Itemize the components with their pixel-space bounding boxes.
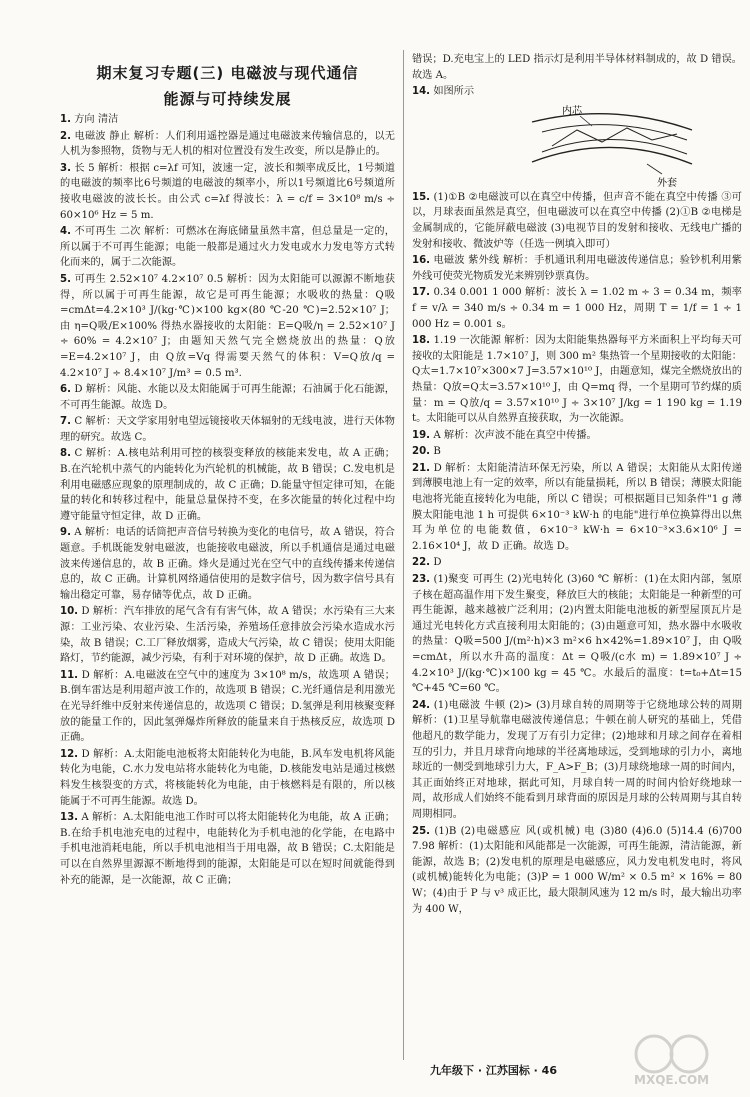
answer-item xyxy=(412,52,742,83)
answer-number: 7. xyxy=(60,416,71,428)
left-answer-list xyxy=(60,112,395,889)
column-divider xyxy=(403,50,404,1060)
answer-number: 2. xyxy=(60,130,71,142)
answer-text: D 解析：A.太阳能电池板将太阳能转化为电能，B.风车发电机将风能转化为电能，C.水力发电站将水能转化为电能，D.核能发电站是通过核燃料发生核裂变的方式，将核能转化为电能，由于核燃料是有限的，所以核能属于不可再生能源。故选 D。 xyxy=(60,748,395,807)
answer-item xyxy=(60,382,395,413)
answer-text: D 解析：风能、水能以及太阳能属于可再生能源；石油属于化石能源，不可再生能源。故选 D。 xyxy=(60,384,395,411)
answer-number: 13. xyxy=(60,812,79,824)
answer-item xyxy=(412,190,742,252)
answer-number: 4. xyxy=(60,226,71,238)
answer-number: 15. xyxy=(412,191,431,203)
answer-number: 9. xyxy=(60,527,71,539)
answer-text: D 解析：A.电磁波在空气中的速度为 3×10⁸ m/s，故选项 A 错误；B.倒车雷达是利用超声波工作的，故选项 B 错误；C.光纤通信是利用激光在光导纤维中反射来传递信息的，故选项 C 错误；D.氢弹是利用核聚变释放的能量工作的，因此氢弹爆炸所释放的能量来自于热核反应，故选项 D 正确。 xyxy=(60,669,395,744)
title-line-2: 能源与可持续发展 xyxy=(163,90,292,108)
answer-number: 1. xyxy=(60,114,71,125)
answer-text: A 解析：次声波不能在真空中传播。 xyxy=(433,429,597,441)
answer-text: A 解析：电话的话筒把声音信号转换为变化的电信号，故 A 错误，符合题意。手机既能发射电磁波，也能接收电磁波，所以手机通信是通过电磁波来传递信息的，故 B 正确。烽火是通过光在空气中的直线传播来传递信息的，故 C 正确。计算机网络通信使用的是数字信号，因为数字信号具有输出稳定可靠，易存储等优点，故 D 正确。 xyxy=(60,527,395,601)
answer-item xyxy=(412,428,742,444)
answer-text: 方向 清洁 xyxy=(74,114,119,125)
answer-item xyxy=(60,414,395,445)
answer-number: 19. xyxy=(412,429,431,441)
watermark-text: MXQE.COM xyxy=(634,1073,710,1087)
answer-number: 21. xyxy=(412,462,431,474)
answer-text: 不可再生 二次 解析：可燃冰在海底储量虽然丰富，但总量是一定的，所以属于不可再生能源；电能一般都是通过火力发电或水力发电等方式转化而来的，属于二次能源。 xyxy=(60,226,395,269)
answer-text: 0.34 0.001 1 000 解析：波长 λ = 1.02 m ÷ 3 = 0.34 m，频率 f = v/λ = 340 m/s ÷ 0.34 m = 1 000 Hz，周期 T = 1/f = 1 ÷ 1 000 Hz = 0.001 s。 xyxy=(412,287,742,330)
answer-item xyxy=(412,444,742,460)
answer-item xyxy=(60,129,395,160)
answer-number: 25. xyxy=(412,825,431,837)
answer-item xyxy=(412,572,742,697)
answer-text: 长 5 解析：根据 c=λf 可知，波速一定，波长和频率成反比，1号频道的电磁波的频率比6号频道的电磁波的频率小，所以1号频道比6号频道所接收电磁波的波长长。由公式 c=λf 得波长：λ = c/f = 3×10⁸ m/s ÷ 60×10⁶ Hz = 5 m. xyxy=(60,162,395,221)
answer-number: 22. xyxy=(412,557,431,569)
answer-text: (1)聚变 可再生 (2)光电转化 (3)60 ℃ 解析：(1)在太阳内部，氢原子核在超高温作用下发生聚变，释放巨大的核能；太阳能是一种新型的可再生能源，越来越被广泛利用；(2)内置太阳能电池板的新型屋顶瓦片是通过光电转化方式直接利用太阳能的；(3)由题意可知，热水器中水吸收的热量：Q吸=500 J/(m²·h)×3 m²×6 h×42%=1.89×10⁷ J，由 Q吸=cmΔt，所以水升高的温度：Δt = Q吸/(c水 m) = 1.89×10⁷ J ÷ 4.2×10³ J/(kg·℃)×100 kg = 45 ℃。水最后的温度：t=t₀+Δt=15 ℃+45 ℃=60 ℃。 xyxy=(412,574,742,695)
answer-item xyxy=(60,525,395,603)
answer-item xyxy=(60,668,395,746)
answer-item xyxy=(412,285,742,332)
answer-text: D xyxy=(433,557,442,569)
answer-item xyxy=(412,555,742,571)
answer-number: 8. xyxy=(60,448,71,460)
answer-number: 18. xyxy=(412,335,431,347)
answer-item xyxy=(60,747,395,809)
answer-text: B xyxy=(433,446,441,458)
answer-text: C 解析：A.核电站利用可控的核裂变释放的核能来发电，故 A 正确；B.在汽轮机中蒸气的内能转化为汽轮机的机械能，故 B 错误；C.发电机是利用电磁感应现象的原理制成的，故 C 正确；D.能量守恒定律可知，在能量的转化和转移过程中，能量总量保持不变，在多次能量的转化过程中均遵守能量守恒定律，故 D 正确。 xyxy=(60,448,395,522)
answer-text: 如图所示 xyxy=(433,86,475,98)
inner-core-label: 内芯 xyxy=(562,105,582,117)
answer-text: 电磁波 静止 解析：人们利用遥控器是通过电磁波来传输信息的，以无人机为参照物，货物与无人机的相对位置没有发生改变，所以是静止的。 xyxy=(60,130,395,158)
answer-item xyxy=(412,333,742,427)
answer-number: 23. xyxy=(412,574,431,586)
answer-number: 5. xyxy=(60,273,71,285)
title-line-1: 期末复习专题(三) 电磁波与现代通信 xyxy=(96,64,359,82)
answer-text: 错误；D.充电宝上的 LED 指示灯是利用半导体材料制成的，故 D 错误。故选 A。 xyxy=(412,54,742,81)
answer-number: 16. xyxy=(412,255,431,267)
answer-number: 12. xyxy=(60,748,79,760)
answer-item xyxy=(412,253,742,284)
answer-item xyxy=(412,824,742,918)
answer-item xyxy=(60,161,395,223)
answer-text: (1)B (2)电磁感应 风(或机械) 电 (3)80 (4)6.0 (5)14.4 (6)700 7.98 解析：(1)太阳能和风能都是一次能源，可再生能源，清洁能源，新能源，故选 B；(2)发电机的原理是电磁感应，风力发电机发电时，将风(或机械)能转化为电能；(3)P = 1 000 W/m² × 0.5 m² × 16% = 80 W；(4)由于 P 与 v³ 成正比，最大限制风速为 12 m/s 时，最大输出功率为 400 W， xyxy=(412,825,742,915)
answer-text: 1.19 一次能源 解析：因为太阳能集热器每平方米面积上平均每天可接收的太阳能是 1.7×10⁷ J，则 300 m² 集热管一个星期接收的太阳能：Q太=1.7×10⁷×300×7 J=3.57×10¹⁰ J，由题意知，煤完全燃烧放出的热量：Q放=Q太=3.57×10¹⁰ J，由 Q=mq 得，一个星期可节约煤的质量：m = Q放/q = 3.57×10¹⁰ J ÷ 3×10⁷ J/kg = 1 190 kg = 1.19 t。太阳能可以从自然界直接获取，为一次能源。 xyxy=(412,335,743,425)
watermark-logo xyxy=(624,1029,744,1089)
answer-text: C 解析：天文学家用射电望远镜接收天体辐射的无线电波，进行天体物理的研究。故选 C。 xyxy=(60,416,395,443)
answer-text: D 解析：汽车排放的尾气含有有害气体，故 A 错误；水污染有三大来源：工业污染、农业污染、生活污染，养殖场任意排放会污染水造成水污染，故 B 错误；C.工厂释放烟雾，造成大气污染，故 C 错误；使用太阳能路灯，节约能源，减少污染，有利于对环境的保护，故 D 正确。故选 D。 xyxy=(60,606,395,665)
answer-number: 24. xyxy=(412,699,431,711)
answer-text: 电磁波 紫外线 解析：手机通讯利用电磁波传递信息；验钞机利用紫外线可使荧光物质发光来辨别钞票真伪。 xyxy=(412,255,742,282)
answer-text: D 解析：太阳能清洁环保无污染，所以 A 错误；太阳能从太阳传递到薄膜电池上有一定的效率，所以有能量损耗，所以 B 错误；薄膜太阳能电池将光能直接转化为电能，所以 C 错误；可根据题目已知条件"1 g 薄膜太阳能电池 1 h 可提供 6×10⁻³ kW·h 的电能"进行单位换算得出以焦耳为单位的电能数值，6×10⁻³ kW·h = 6×10⁻³×3.6×10⁶ J = 2.16×10⁴ J，故 D 正确。故选 D。 xyxy=(412,462,742,552)
answer-number: 3. xyxy=(60,162,71,174)
optical-fiber-diagram xyxy=(412,102,742,188)
answer-item xyxy=(60,446,395,524)
answer-text: (1)电磁波 牛顿 (2)> (3)月球自转的周期等于它绕地球公转的周期 解析：(1)卫星导航靠电磁波传递信息；牛顿在前人研究的基础上，凭借他超凡的数学能力，发现了万有引力定律；(2)地球和月球之间存在着相互的引力，并且月球背向地球的半径离地球远，受到地球的引力小，离地球近的一侧受到地球引力大，F_A>F_B；(3)月球绕地球一周的时间内，其正面始终正对地球，据此可知，月球自转一周的时间内恰好绕地球一周，故形成人们始终不能看到月球背面的原因是月球的公转周期与其自转周期相同。 xyxy=(412,699,742,820)
answer-item xyxy=(412,84,742,100)
answer-item xyxy=(412,698,742,823)
answer-item xyxy=(60,224,395,271)
answer-item xyxy=(412,461,742,555)
answer-number: 11. xyxy=(60,669,79,681)
outer-sheath-label: 外套 xyxy=(657,177,677,188)
answer-text: 可再生 2.52×10⁷ 4.2×10⁷ 0.5 解析：因为太阳能可以源源不断地获得，所以属于可再生能源，故它是可再生能源；水吸收的热量：Q吸=cmΔt=4.2×10³ J/(kg·℃)×100 kg×(80 ℃-20 ℃)=2.52×10⁷ J；由 η=Q吸/E×100% 得热水器接收的太阳能：E=Q吸/η = 2.52×10⁷ J ÷ 60% = 4.2×10⁷ J；由题知天然气完全燃烧放出的热量：Q放=E=4.2×10⁷ J，由 Q放=Vq 得需要天然气的体积：V=Q放/q = 4.2×10⁷ J ÷ 8.4×10⁷ J/m³ = 0.5 m³. xyxy=(60,273,395,379)
answer-item xyxy=(60,272,395,381)
answer-text: A 解析：A.太阳能电池工作时可以将太阳能转化为电能，故 A 正确；B.在给手机电池充电的过程中，电能转化为手机电池的化学能，在电路中手机电池消耗电能，所以手机电池相当于用电器，故 B 错误；C.太阳能是可以在自然界里源源不断地得到的能源，太阳能是可以在短时间就能得到补充的能源，是一次能源，故 C 正确； xyxy=(60,812,395,886)
answer-item xyxy=(60,112,395,128)
answer-number: 20. xyxy=(412,446,431,458)
answer-number: 14. xyxy=(412,86,431,98)
page-footer: 九年级下 · 江苏国标 · 46 xyxy=(430,1064,557,1077)
answer-number: 17. xyxy=(412,287,431,299)
right-answer-list xyxy=(412,52,742,918)
answer-item xyxy=(60,810,395,888)
answer-number: 6. xyxy=(60,384,71,396)
answer-text: (1)①B ②电磁波可以在真空中传播，但声音不能在真空中传播 ③可以，月球表面虽然是真空，但电磁波可以在真空中传播 (2)①B ②电梯是金属制成的，它能屏蔽电磁波 (3)电视节目的发射和接收、无线电广播的发射和接收、微波炉等（任选一例填入即可） xyxy=(412,191,742,250)
optical-fiber-figure xyxy=(412,102,742,188)
answer-number: 10. xyxy=(60,606,79,618)
answer-item xyxy=(60,604,395,666)
